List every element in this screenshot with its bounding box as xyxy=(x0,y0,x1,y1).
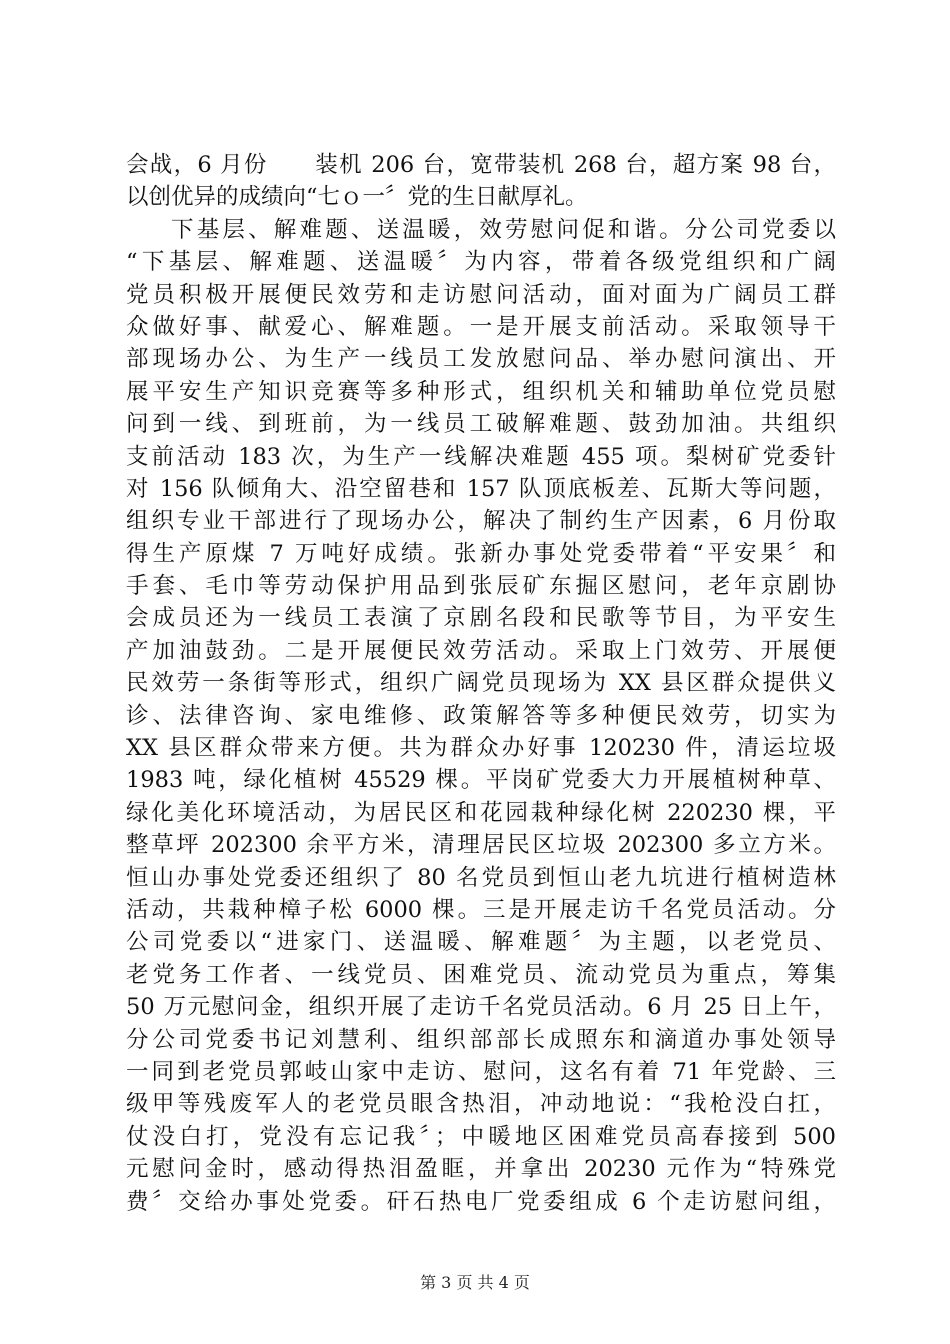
text-line: 众做好事、献爱心、解难题。一是开展支前活动。采取领导干 xyxy=(126,313,836,340)
text-line: 公司党委以“进家门、送温暖、解难题〞为主题，以老党员、 xyxy=(126,929,836,956)
text-line: 活动，共栽种樟子松 6000 棵。三是开展走访千名党员活动。分 xyxy=(126,896,836,923)
text-line: 级甲等残废军人的老党员眼含热泪，冲动地说：“我枪没白扛， xyxy=(126,1091,836,1118)
text-line: 党员积极开展便民效劳和走访慰问活动，面对面为广阔员工群 xyxy=(126,281,836,308)
text-line: 整草坪 202300 余平方米，清理居民区垃圾 202300 多立方米。 xyxy=(126,832,836,859)
text-line: 问到一线、到班前，为一线员工破解难题、鼓劲加油。共组织 xyxy=(126,411,836,438)
page-footer xyxy=(0,1270,950,1293)
text-line: 民效劳一条街等形式，组织广阔党员现场为 XX 县区群众提供义 xyxy=(126,670,836,697)
page-number: 第 3 页 共 4 页 xyxy=(420,1273,530,1292)
text-line: 绿化美化环境活动，为居民区和花园栽种绿化树 220230 棵，平 xyxy=(126,799,836,826)
text-line: 会成员还为一线员工表演了京剧名段和民歌等节目，为平安生 xyxy=(126,605,836,632)
text-line: 费〞交给办事处党委。矸石热电厂党委组成 6 个走访慰问组， xyxy=(126,1188,836,1215)
text-line: 产加油鼓劲。二是开展便民效劳活动。采取上门效劳、开展便 xyxy=(126,637,836,664)
text-line: 手套、毛巾等劳动保护用品到张辰矿东掘区慰问，老年京剧协 xyxy=(126,573,836,600)
text-line: 元慰问金时，感动得热泪盈眶，并拿出 20230 元作为“特殊党 xyxy=(126,1156,836,1183)
text-line: 诊、法律咨询、家电维修、政策解答等多种便民效劳，切实为 xyxy=(126,702,836,729)
text-line: 会战，6 月份 装机 206 台，宽带装机 268 台，超方案 98 台， xyxy=(126,152,836,178)
text-line: 一同到老党员郭岐山家中走访、慰问，这名有着 71 年党龄、三 xyxy=(126,1058,836,1085)
text-line: 以创优异的成绩向“七ｏ一〞党的生日献厚礼。 xyxy=(126,184,588,211)
text-line: 部现场办公、为生产一线员工发放慰问品、举办慰问演出、开 xyxy=(126,346,836,373)
text-line: 下基层、解难题、送温暖，效劳慰问促和谐。分公司党委以 xyxy=(171,216,836,243)
document-body xyxy=(126,149,836,1218)
text-line: 支前活动 183 次，为生产一线解决难题 455 项。梨树矿党委针 xyxy=(126,443,836,470)
text-line: 50 万元慰问金，组织开展了走访千名党员活动。6 月 25 日上午， xyxy=(126,994,836,1021)
text-line: 对 156 队倾角大、沿空留巷和 157 队顶底板差、瓦斯大等问题， xyxy=(126,475,836,502)
text-line: 仗没白打，党没有忘记我〞；中暖地区困难党员高春接到 500 xyxy=(126,1123,836,1150)
text-line: “下基层、解难题、送温暖〞为内容，带着各级党组织和广阔 xyxy=(126,249,836,276)
text-line: 展平安生产知识竞赛等多种形式，组织机关和辅助单位党员慰 xyxy=(126,378,836,405)
text-line: 恒山办事处党委还组织了 80 名党员到恒山老九坑进行植树造林 xyxy=(126,864,836,891)
text-line: 分公司党委书记刘慧利、组织部部长成照东和滴道办事处领导 xyxy=(126,1026,836,1053)
text-line: 组织专业干部进行了现场办公，解决了制约生产因素，6 月份取 xyxy=(126,508,836,535)
text-line: 1983 吨，绿化植树 45529 棵。平岗矿党委大力开展植树种草、 xyxy=(126,767,836,794)
text-line: XX 县区群众带来方便。共为群众办好事 120230 件，清运垃圾 xyxy=(126,735,836,762)
text-line: 得生产原煤 7 万吨好成绩。张新办事处党委带着“平安果〞和 xyxy=(126,540,836,567)
text-line: 老党务工作者、一线党员、困难党员、流动党员为重点，筹集 xyxy=(126,961,836,988)
